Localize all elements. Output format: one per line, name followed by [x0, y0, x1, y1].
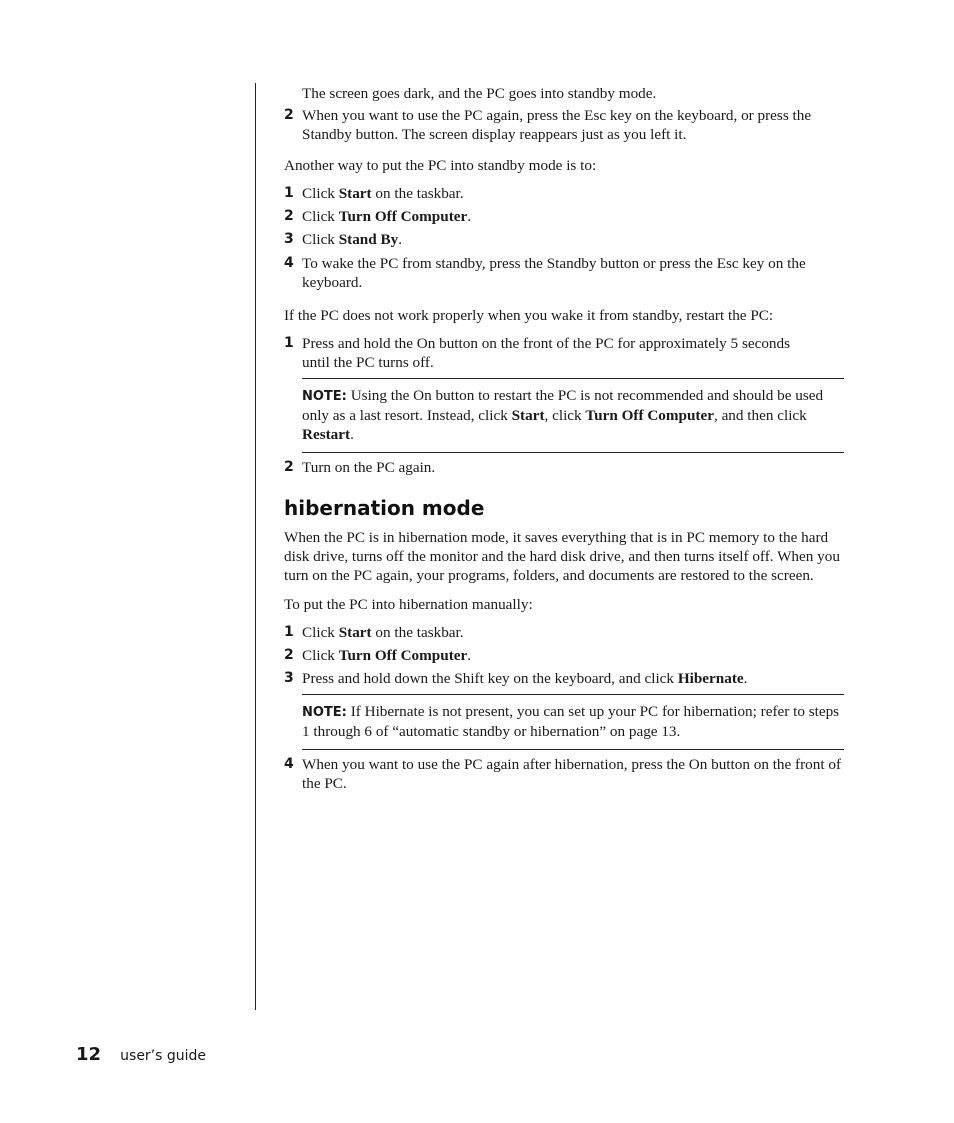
hibernation-step-1: [284, 623, 844, 642]
ui-term-start: Start: [338, 185, 372, 202]
standby-lead: Another way to put the PC into standby mode is to:: [284, 157, 597, 174]
restart-note: NOTE: Using the On button to restart the PC is not recommended and should be used only as a last resort. Instead, click Start, click Turn Off Computer, and then click Restart.: [302, 378, 844, 453]
step-number: 2: [284, 208, 294, 224]
step-number: 3: [284, 670, 294, 686]
hibernation-note: NOTE: If Hibernate is not present, you can set up your PC for hibernation; refer to steps 1 through 6 of “automatic standby or hibernation” on page 13.: [302, 694, 844, 750]
page-footer: [76, 1044, 206, 1065]
step-number: 1: [284, 185, 294, 201]
standby-step-3: [284, 230, 844, 249]
margin-rule: [255, 83, 256, 1010]
ui-term-turn-off-computer: Turn Off Computer: [338, 208, 468, 225]
step-number: 4: [284, 756, 294, 772]
guide-title: user’s guide: [120, 1048, 207, 1064]
step-number: 1: [284, 624, 294, 640]
standby-step-1: [284, 184, 844, 203]
hibernation-step-3: [284, 669, 844, 688]
step-text: Press and hold down the Shift key on the keyboard, and click Hibernate.: [302, 670, 748, 687]
note-label: NOTE:: [302, 389, 347, 404]
step-text: Click Stand By.: [302, 231, 403, 248]
hibernation-step-2: [284, 646, 844, 665]
step-text: Click Start on the taskbar.: [302, 624, 464, 641]
restart-step-2: [284, 458, 844, 477]
standby-step-4: [284, 254, 844, 292]
step-text: To wake the PC from standby, press the Standby button or press the Esc key on the keyboard.: [302, 255, 806, 291]
step-number: 2: [284, 459, 294, 475]
step-text: When you want to use the PC again after hibernation, press the On button on the front of the PC.: [302, 756, 842, 792]
standby-step-2: [284, 207, 844, 226]
section-heading: hibernation mode: [284, 496, 485, 520]
step-text: Click Turn Off Computer.: [302, 647, 472, 664]
step-number: 2: [284, 647, 294, 663]
step-number: 1: [284, 335, 294, 351]
hibernation-step-4: [284, 755, 844, 793]
restart-step-1: [284, 334, 844, 372]
step-number: 4: [284, 255, 294, 271]
intro-line: The screen goes dark, and the PC goes into standby mode.: [302, 85, 657, 102]
step-text: Click Turn Off Computer.: [302, 208, 472, 225]
page-number: 12: [76, 1044, 102, 1065]
step-number: 3: [284, 231, 294, 247]
note-label: NOTE:: [302, 705, 347, 720]
hibernation-paragraph: When the PC is in hibernation mode, it saves everything that is in PC memory to the hard disk drive, turns off the monitor and the hard disk drive, and then turns itself off. When you turn on the PC again, your programs, folders, and documents are restored to the screen.: [284, 529, 840, 584]
step-text: When you want to use the PC again, press the Esc key on the keyboard, or press the Standby button. The screen display reappears just as you left it.: [302, 107, 812, 143]
restart-lead: If the PC does not work properly when you wake it from standby, restart the PC:: [284, 307, 774, 324]
step-text: Press and hold the On button on the front of the PC for approximately 5 seconds until the PC turns off.: [302, 335, 791, 371]
ui-term-stand-by: Stand By: [338, 231, 399, 248]
step-text: Turn on the PC again.: [302, 459, 436, 476]
page-content: [284, 84, 844, 793]
step-text: Click Start on the taskbar.: [302, 185, 464, 202]
intro-step-2: [284, 106, 844, 144]
hibernation-lead: To put the PC into hibernation manually:: [284, 596, 533, 613]
step-number: 2: [284, 107, 294, 123]
